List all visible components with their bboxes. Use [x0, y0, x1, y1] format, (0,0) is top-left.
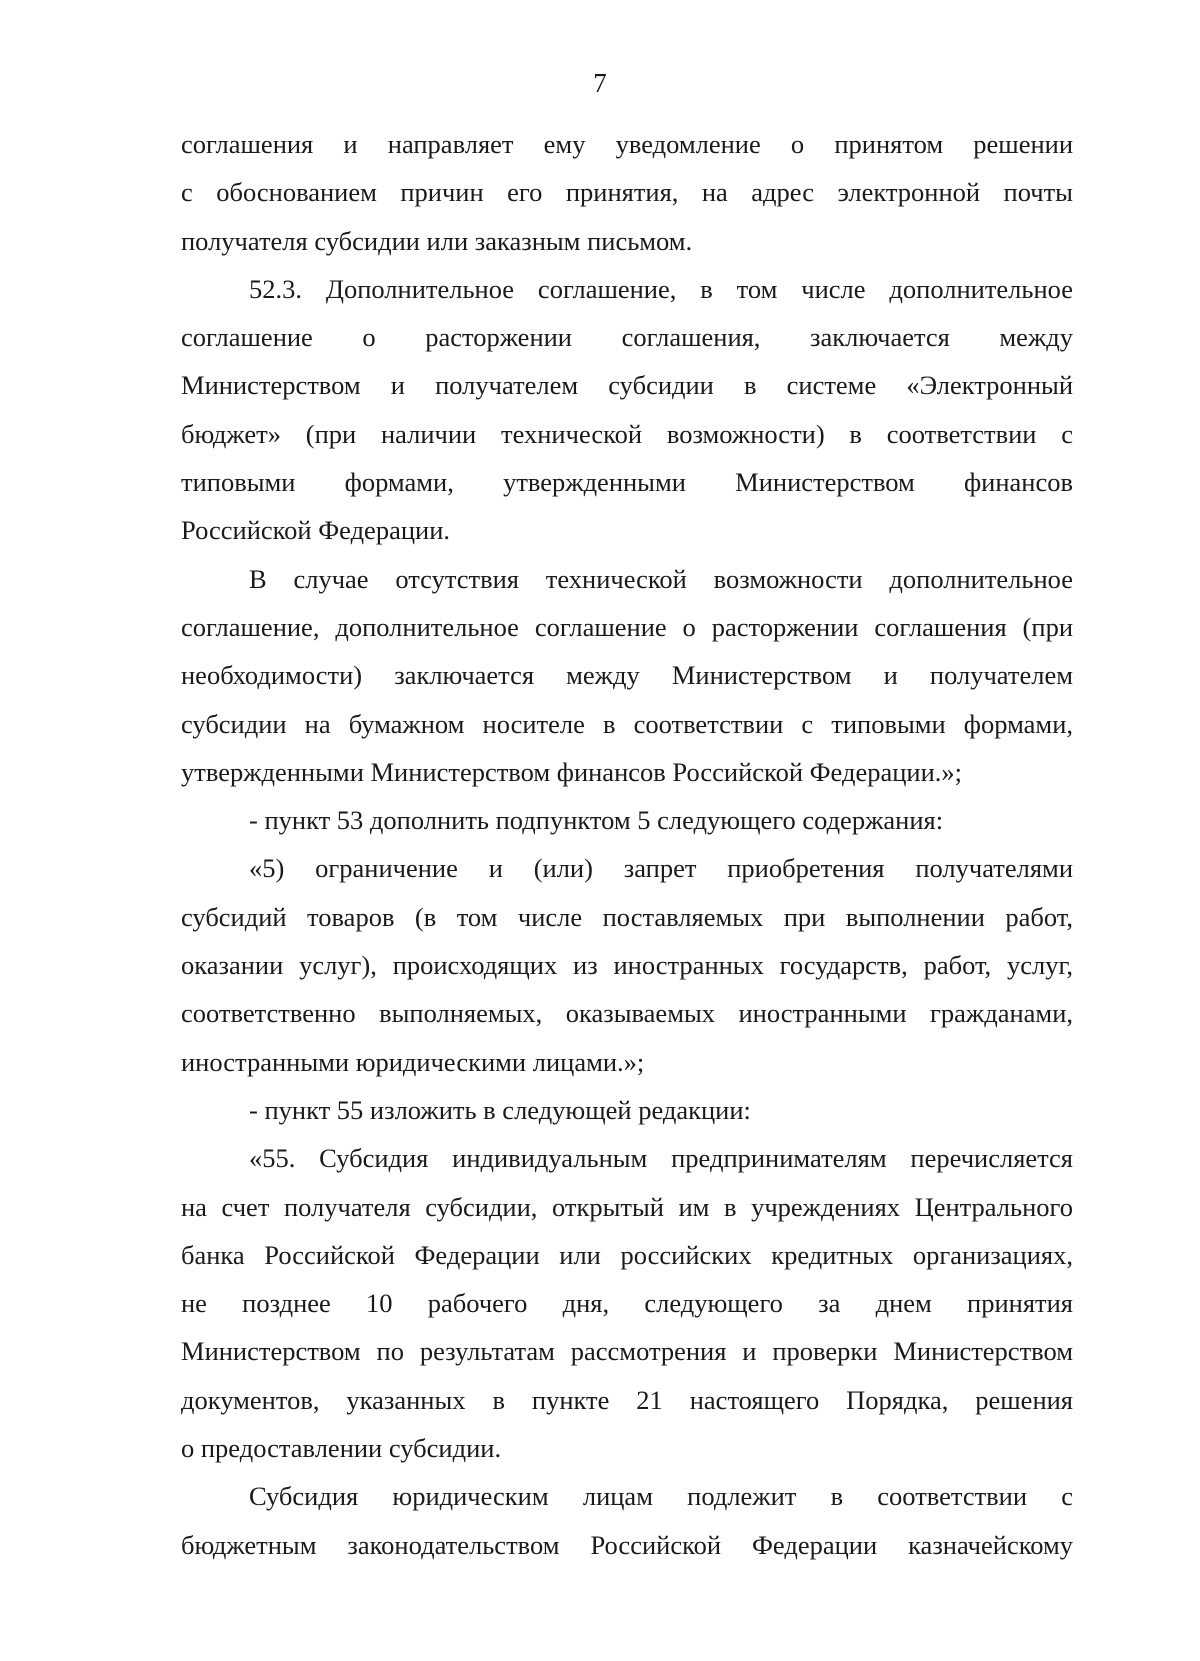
text-line: соглашение о расторжении соглашения, заключается между: [181, 322, 1073, 353]
text-line: не позднее 10 рабочего дня, следующего за днем принятия: [181, 1288, 1073, 1319]
document-body: [181, 120, 1073, 1569]
text-line: документов, указанных в пункте 21 настоящего Порядка, решения: [181, 1384, 1073, 1415]
text-line: Министерством и получателем субсидии в системе «Электронный: [181, 370, 1073, 401]
text-line: соответственно выполняемых, оказываемых иностранными гражданами,: [181, 998, 1073, 1029]
text-line: о предоставлении субсидии.: [181, 1433, 502, 1464]
text-line: субсидии на бумажном носителе в соответствии с типовыми формами,: [181, 708, 1073, 739]
text-line: иностранными юридическими лицами.»;: [181, 1046, 645, 1077]
text-line: Министерством по результатам рассмотрения и проверки Министерством: [181, 1336, 1073, 1367]
text-line: типовыми формами, утвержденными Министерством финансов: [181, 467, 1073, 498]
text-line: с обоснованием причин его принятия, на адрес электронной почты: [181, 177, 1073, 208]
text-line: Субсидия юридическим лицам подлежит в соответствии с: [249, 1481, 1073, 1512]
text-line: утвержденными Министерством финансов Российской Федерации.»;: [181, 756, 963, 787]
text-line: на счет получателя субсидии, открытый им в учреждениях Центрального: [181, 1191, 1073, 1222]
page-number: 7: [593, 68, 607, 98]
text-line: соглашения и направляет ему уведомление о принятом решении: [181, 129, 1073, 159]
text-line: 52.3. Дополнительное соглашение, в том числе дополнительное: [249, 273, 1073, 304]
text-line: «55. Субсидия индивидуальным предпринимателям перечисляется: [249, 1143, 1073, 1174]
text-line: соглашение, дополнительное соглашение о расторжении соглашения (при: [181, 611, 1073, 642]
text-line: бюджет» (при наличии технической возможности) в соответствии с: [181, 418, 1073, 449]
text-line: субсидий товаров (в том числе поставляемых при выполнении работ,: [181, 901, 1073, 932]
text-line: банка Российской Федерации или российских кредитных организациях,: [181, 1239, 1073, 1270]
text-line: бюджетным законодательством Российской Федерации казначейскому: [181, 1529, 1073, 1560]
text-line: В случае отсутствия технической возможности дополнительное: [249, 563, 1073, 594]
text-line: Российской Федерации.: [181, 515, 450, 546]
text-line: необходимости) заключается между Министерством и получателем: [181, 660, 1073, 691]
text-line: получателя субсидии или заказным письмом.: [181, 225, 693, 256]
text-line: оказании услуг), происходящих из иностранных государств, работ, услуг,: [181, 950, 1073, 981]
text-line: - пункт 53 дополнить подпунктом 5 следующего содержания:: [249, 805, 944, 836]
text-line: - пункт 55 изложить в следующей редакции:: [249, 1094, 751, 1125]
text-line: «5) ограничение и (или) запрет приобретения получателями: [249, 853, 1073, 884]
